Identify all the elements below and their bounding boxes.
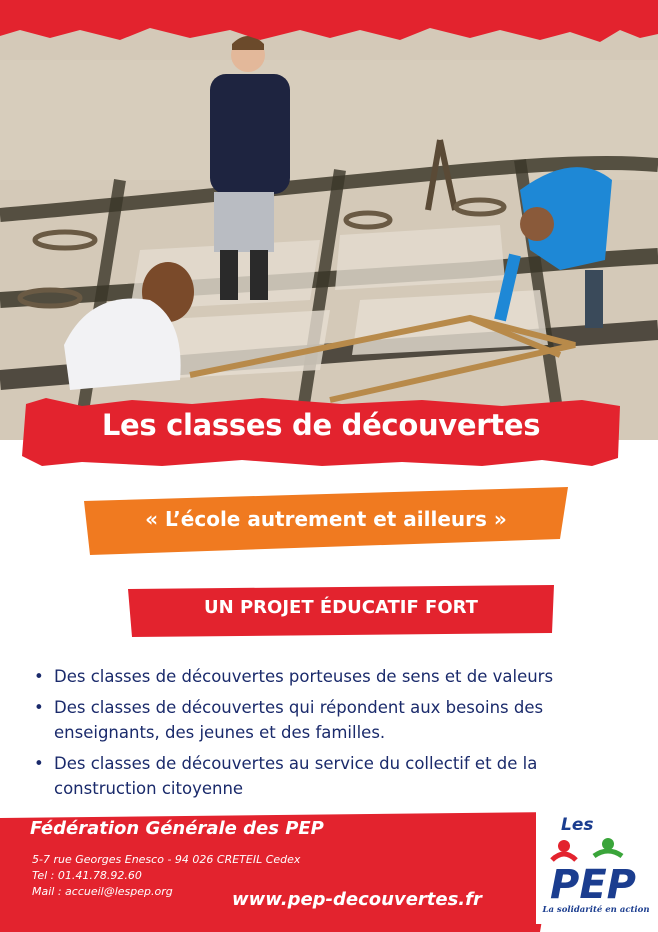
phone-number[interactable]: Tel : 01.41.78.92.60 xyxy=(32,869,142,882)
website-link[interactable]: www.pep-decouvertes.fr xyxy=(232,889,482,910)
bullet-icon: • xyxy=(34,754,44,773)
svg-text:PEP: PEP xyxy=(550,862,636,908)
list-item xyxy=(34,695,634,745)
red-top-strip xyxy=(0,0,658,46)
bullet-text: Des classes de découvertes qui répondent aux besoins des enseignants, des jeunes et des familles. xyxy=(54,698,544,742)
organization-name: Fédération Générale des PEP xyxy=(30,818,324,839)
bullet-text: Des classes de découvertes porteuses de sens et de valeurs xyxy=(54,667,554,686)
logo-les-text: Les xyxy=(561,815,594,835)
bullet-list xyxy=(34,664,634,807)
quote-text: « L’école autrement et ailleurs » xyxy=(145,507,507,531)
bullet-icon: • xyxy=(34,698,44,717)
page-title: Les classes de découvertes xyxy=(101,408,541,442)
beach-classroom-photo xyxy=(0,0,658,440)
logo-tagline: La solidarité en action xyxy=(542,905,650,915)
address: 5-7 rue Georges Enesco - 94 026 CRETEIL Cedex xyxy=(32,853,301,866)
list-item xyxy=(34,751,634,801)
bullet-icon: • xyxy=(34,667,44,686)
list-item xyxy=(34,664,634,689)
subtitle-text: UN PROJET ÉDUCATIF FORT xyxy=(204,597,478,618)
photo-illustration xyxy=(0,0,658,440)
email-address[interactable]: Mail : accueil@lespep.org xyxy=(32,885,173,898)
bullet-text: Des classes de découvertes au service du collectif et de la construction citoyenne xyxy=(54,754,538,798)
